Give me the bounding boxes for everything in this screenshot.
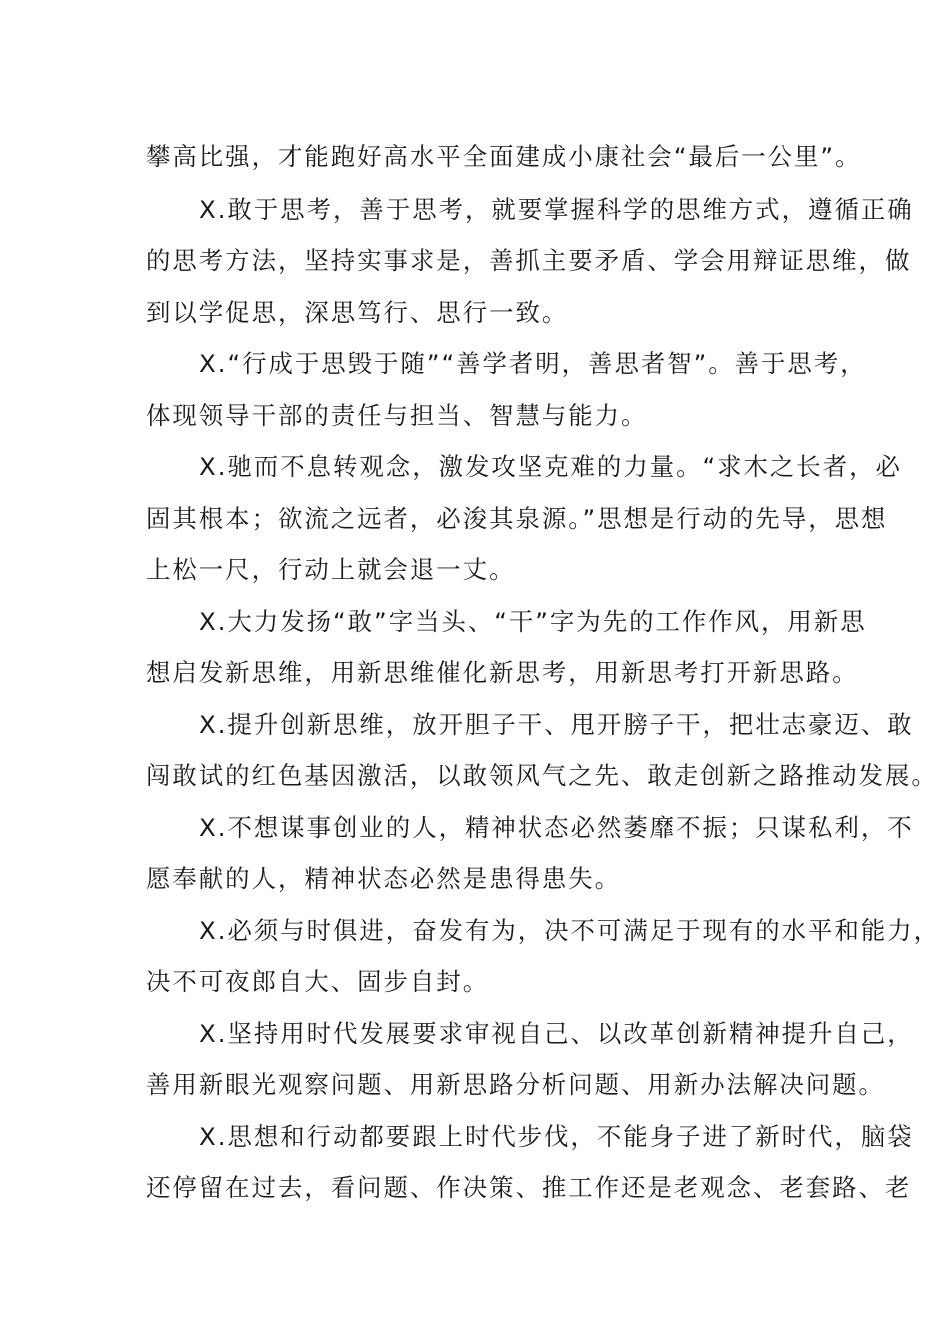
text-line: 攀高比强，才能跑好高水平全面建成小康社会“最后一公里”。 [146, 142, 862, 171]
paragraph-8 [146, 905, 941, 1008]
text-line: X.敢于思考，善于思考，就要掌握科学的思维方式，遵循正确 [199, 194, 914, 224]
paragraph-3 [146, 338, 867, 441]
text-line: 愿奉献的人，精神状态必然是患得患失。 [146, 864, 622, 893]
document-body [146, 131, 941, 1214]
text-line: 还停留在过去，看问题、作决策、推工作还是老观念、老套路、老 [146, 1173, 912, 1202]
text-line: X.提升创新思维，放开胆子干、甩开膀子干，把壮志豪迈、敢 [199, 709, 914, 739]
text-line: X.大力发扬“敢”字当头、“干”字为先的工作作风，用新思 [199, 606, 867, 636]
text-line: 想启发新思维，用新思维催化新思考，用新思考打开新思路。 [146, 658, 859, 687]
text-line: 到以学促思，深思笃行、思行一致。 [146, 297, 569, 327]
paragraph-7 [146, 802, 914, 905]
paragraph-9 [146, 1008, 914, 1111]
text-line: X.思想和行动都要跟上时代步伐，不能身子进了新时代，脑袋 [199, 1121, 914, 1151]
paragraph-1 [146, 131, 862, 183]
paragraph-5 [146, 596, 867, 699]
paragraph-4 [146, 441, 902, 596]
text-line: X.必须与时俱进，奋发有为，决不可满足于现有的水平和能力， [199, 915, 941, 945]
text-line: X.坚持用时代发展要求审视自己、以改革创新精神提升自己， [199, 1018, 914, 1048]
paragraph-10 [146, 1111, 914, 1214]
text-line: 上松一尺，行动上就会退一丈。 [146, 555, 516, 584]
text-line: 的思考方法，坚持实事求是，善抓主要矛盾、学会用辩证思维，做 [146, 246, 912, 275]
text-line: X.不想谋事创业的人，精神状态必然萎靡不振；只谋私利，不 [199, 812, 914, 842]
paragraph-6 [146, 699, 938, 802]
text-line: 体现领导干部的责任与担当、智慧与能力。 [146, 400, 648, 430]
text-line: 决不可夜郎自大、固步自封。 [146, 967, 490, 996]
text-line: X.“行成于思毁于随”“善学者明，善思者智”。善于思考， [199, 349, 867, 378]
text-line: X.驰而不息转观念，激发攻坚克难的力量。“求木之长者，必 [199, 452, 902, 481]
text-line: 闯敢试的红色基因激活，以敢领风气之先、敢走创新之路推动发展。 [146, 761, 938, 790]
text-line: 善用新眼光观察问题、用新思路分析问题、用新办法解决问题。 [146, 1070, 885, 1099]
paragraph-2 [146, 184, 914, 339]
text-line: 固其根本；欲流之远者，必浚其泉源。”思想是行动的先导，思想 [146, 503, 888, 533]
